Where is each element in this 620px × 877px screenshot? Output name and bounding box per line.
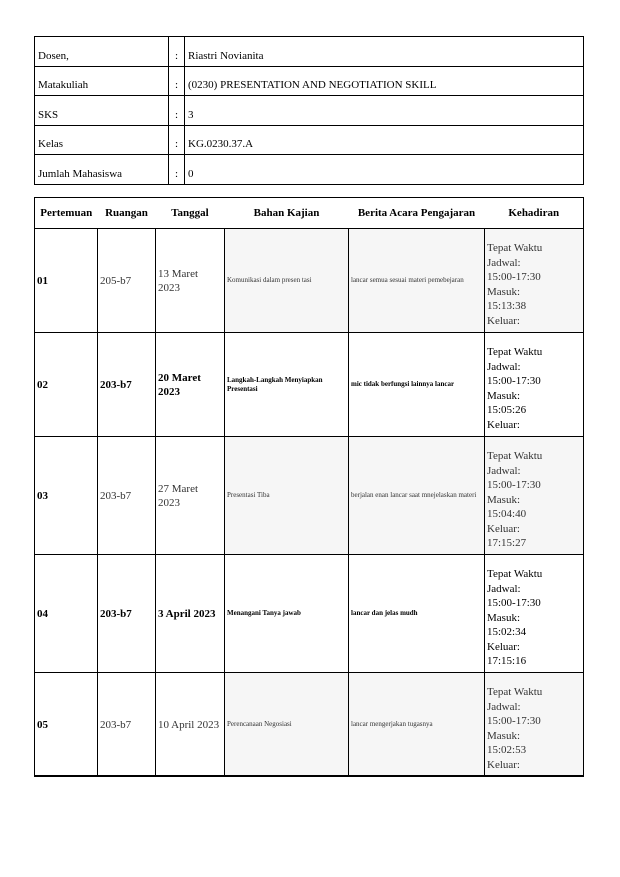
kehadiran-keluar: 17:15:16 <box>487 655 527 667</box>
kehadiran-keluar-label: Keluar: <box>487 640 520 653</box>
kehadiran-jadwal-label: Jadwal: <box>487 464 521 477</box>
kehadiran-masuk-label: Masuk: <box>487 389 520 402</box>
cell-tanggal: 20 Maret 2023 <box>156 333 225 437</box>
kehadiran-jadwal-label: Jadwal: <box>487 256 521 269</box>
info-colon: : <box>169 96 185 126</box>
kehadiran-status: Tepat Waktu <box>487 568 543 580</box>
cell-ruangan: 203-b7 <box>98 437 156 555</box>
kehadiran-jadwal: 15:00-17:30 <box>487 375 541 387</box>
cell-berita-acara: lancar mengerjakan tugasnya <box>349 673 485 777</box>
cell-pertemuan: 01 <box>35 229 98 333</box>
kehadiran-jadwal: 15:00-17:30 <box>487 271 541 283</box>
kehadiran-keluar-label: Keluar: <box>487 522 520 535</box>
cell-bahan-kajian: Langkah-Langkah Menyiapkan Presentasi <box>225 333 349 437</box>
kehadiran-masuk-label: Masuk: <box>487 611 520 624</box>
kehadiran-status: Tepat Waktu <box>487 686 543 698</box>
info-row-dosen <box>35 37 584 67</box>
info-value-jumlah-mahasiswa: 0 <box>185 155 584 185</box>
kehadiran-keluar: 17:15:27 <box>487 537 527 549</box>
kehadiran-keluar-label: Keluar: <box>487 314 520 327</box>
table-row <box>35 437 584 555</box>
info-label: Kelas <box>35 125 169 155</box>
cell-berita-acara: berjalan enan lancar saat mnejelaskan materi <box>349 437 485 555</box>
cell-pertemuan: 02 <box>35 333 98 437</box>
info-value-sks: 3 <box>185 96 584 126</box>
info-value-dosen: Riastri Novianita <box>185 37 584 67</box>
kehadiran-jadwal: 15:00-17:30 <box>487 597 541 609</box>
kehadiran-masuk-label: Masuk: <box>487 493 520 506</box>
info-colon: : <box>169 66 185 96</box>
info-row-matakuliah <box>35 66 584 96</box>
kehadiran-status: Tepat Waktu <box>487 242 543 254</box>
cell-ruangan: 203-b7 <box>98 673 156 777</box>
table-bottom-rule <box>34 775 584 776</box>
kehadiran-masuk: 15:13:38 <box>487 300 527 312</box>
header-tanggal: Tanggal <box>156 198 225 229</box>
info-colon: : <box>169 125 185 155</box>
cell-pertemuan: 03 <box>35 437 98 555</box>
cell-kehadiran <box>485 673 584 777</box>
table-row <box>35 673 584 777</box>
info-label: SKS <box>35 96 169 126</box>
table-header-row <box>35 198 584 229</box>
info-row-kelas <box>35 125 584 155</box>
cell-kehadiran <box>485 437 584 555</box>
table-row <box>35 555 584 673</box>
kehadiran-status: Tepat Waktu <box>487 450 543 462</box>
cell-ruangan: 205-b7 <box>98 229 156 333</box>
cell-berita-acara: lancar dan jelas mudh <box>349 555 485 673</box>
kehadiran-jadwal-label: Jadwal: <box>487 582 521 595</box>
info-label: Dosen, <box>35 37 169 67</box>
info-row-jumlah-mahasiswa <box>35 155 584 185</box>
cell-pertemuan: 05 <box>35 673 98 777</box>
table-row <box>35 333 584 437</box>
cell-bahan-kajian: Komunikasi dalam presen tasi <box>225 229 349 333</box>
header-bahan-kajian: Bahan Kajian <box>225 198 349 229</box>
cell-berita-acara: lancar semua sesuai materi pemebejaran <box>349 229 485 333</box>
kehadiran-masuk-label: Masuk: <box>487 285 520 298</box>
info-value-kelas: KG.0230.37.A <box>185 125 584 155</box>
kehadiran-keluar-label: Keluar: <box>487 758 520 771</box>
info-colon: : <box>169 155 185 185</box>
cell-ruangan: 203-b7 <box>98 333 156 437</box>
kehadiran-masuk: 15:02:34 <box>487 626 527 638</box>
table-row <box>35 229 584 333</box>
cell-kehadiran <box>485 333 584 437</box>
cell-pertemuan: 04 <box>35 555 98 673</box>
kehadiran-masuk: 15:05:26 <box>487 404 527 416</box>
header-berita-acara: Berita Acara Pengajaran <box>349 198 485 229</box>
cell-tanggal: 13 Maret 2023 <box>156 229 225 333</box>
info-value-matakuliah: (0230) PRESENTATION AND NEGOTIATION SKILL <box>185 66 584 96</box>
cell-tanggal: 27 Maret 2023 <box>156 437 225 555</box>
cell-kehadiran <box>485 229 584 333</box>
kehadiran-status: Tepat Waktu <box>487 346 543 358</box>
cell-bahan-kajian: Perencanaan Negosiasi <box>225 673 349 777</box>
kehadiran-masuk: 15:02:53 <box>487 744 527 756</box>
kehadiran-jadwal-label: Jadwal: <box>487 700 521 713</box>
info-row-sks <box>35 96 584 126</box>
cell-ruangan: 203-b7 <box>98 555 156 673</box>
kehadiran-masuk: 15:04:40 <box>487 508 527 520</box>
kehadiran-jadwal: 15:00-17:30 <box>487 715 541 727</box>
info-label: Matakuliah <box>35 66 169 96</box>
cell-berita-acara: mic tidak berfungsi lainnya lancar <box>349 333 485 437</box>
cell-kehadiran <box>485 555 584 673</box>
info-label: Jumlah Mahasiswa <box>35 155 169 185</box>
kehadiran-jadwal: 15:00-17:30 <box>487 479 541 491</box>
course-info-table <box>34 36 584 185</box>
cell-bahan-kajian: Presentasi Tiba <box>225 437 349 555</box>
header-ruangan: Ruangan <box>98 198 156 229</box>
header-pertemuan: Pertemuan <box>35 198 98 229</box>
header-kehadiran: Kehadiran <box>485 198 584 229</box>
cell-tanggal: 3 April 2023 <box>156 555 225 673</box>
kehadiran-keluar-label: Keluar: <box>487 418 520 431</box>
info-colon: : <box>169 37 185 67</box>
cell-tanggal: 10 April 2023 <box>156 673 225 777</box>
cell-bahan-kajian: Menangani Tanya jawab <box>225 555 349 673</box>
kehadiran-jadwal-label: Jadwal: <box>487 360 521 373</box>
attendance-table <box>34 197 584 777</box>
kehadiran-masuk-label: Masuk: <box>487 729 520 742</box>
